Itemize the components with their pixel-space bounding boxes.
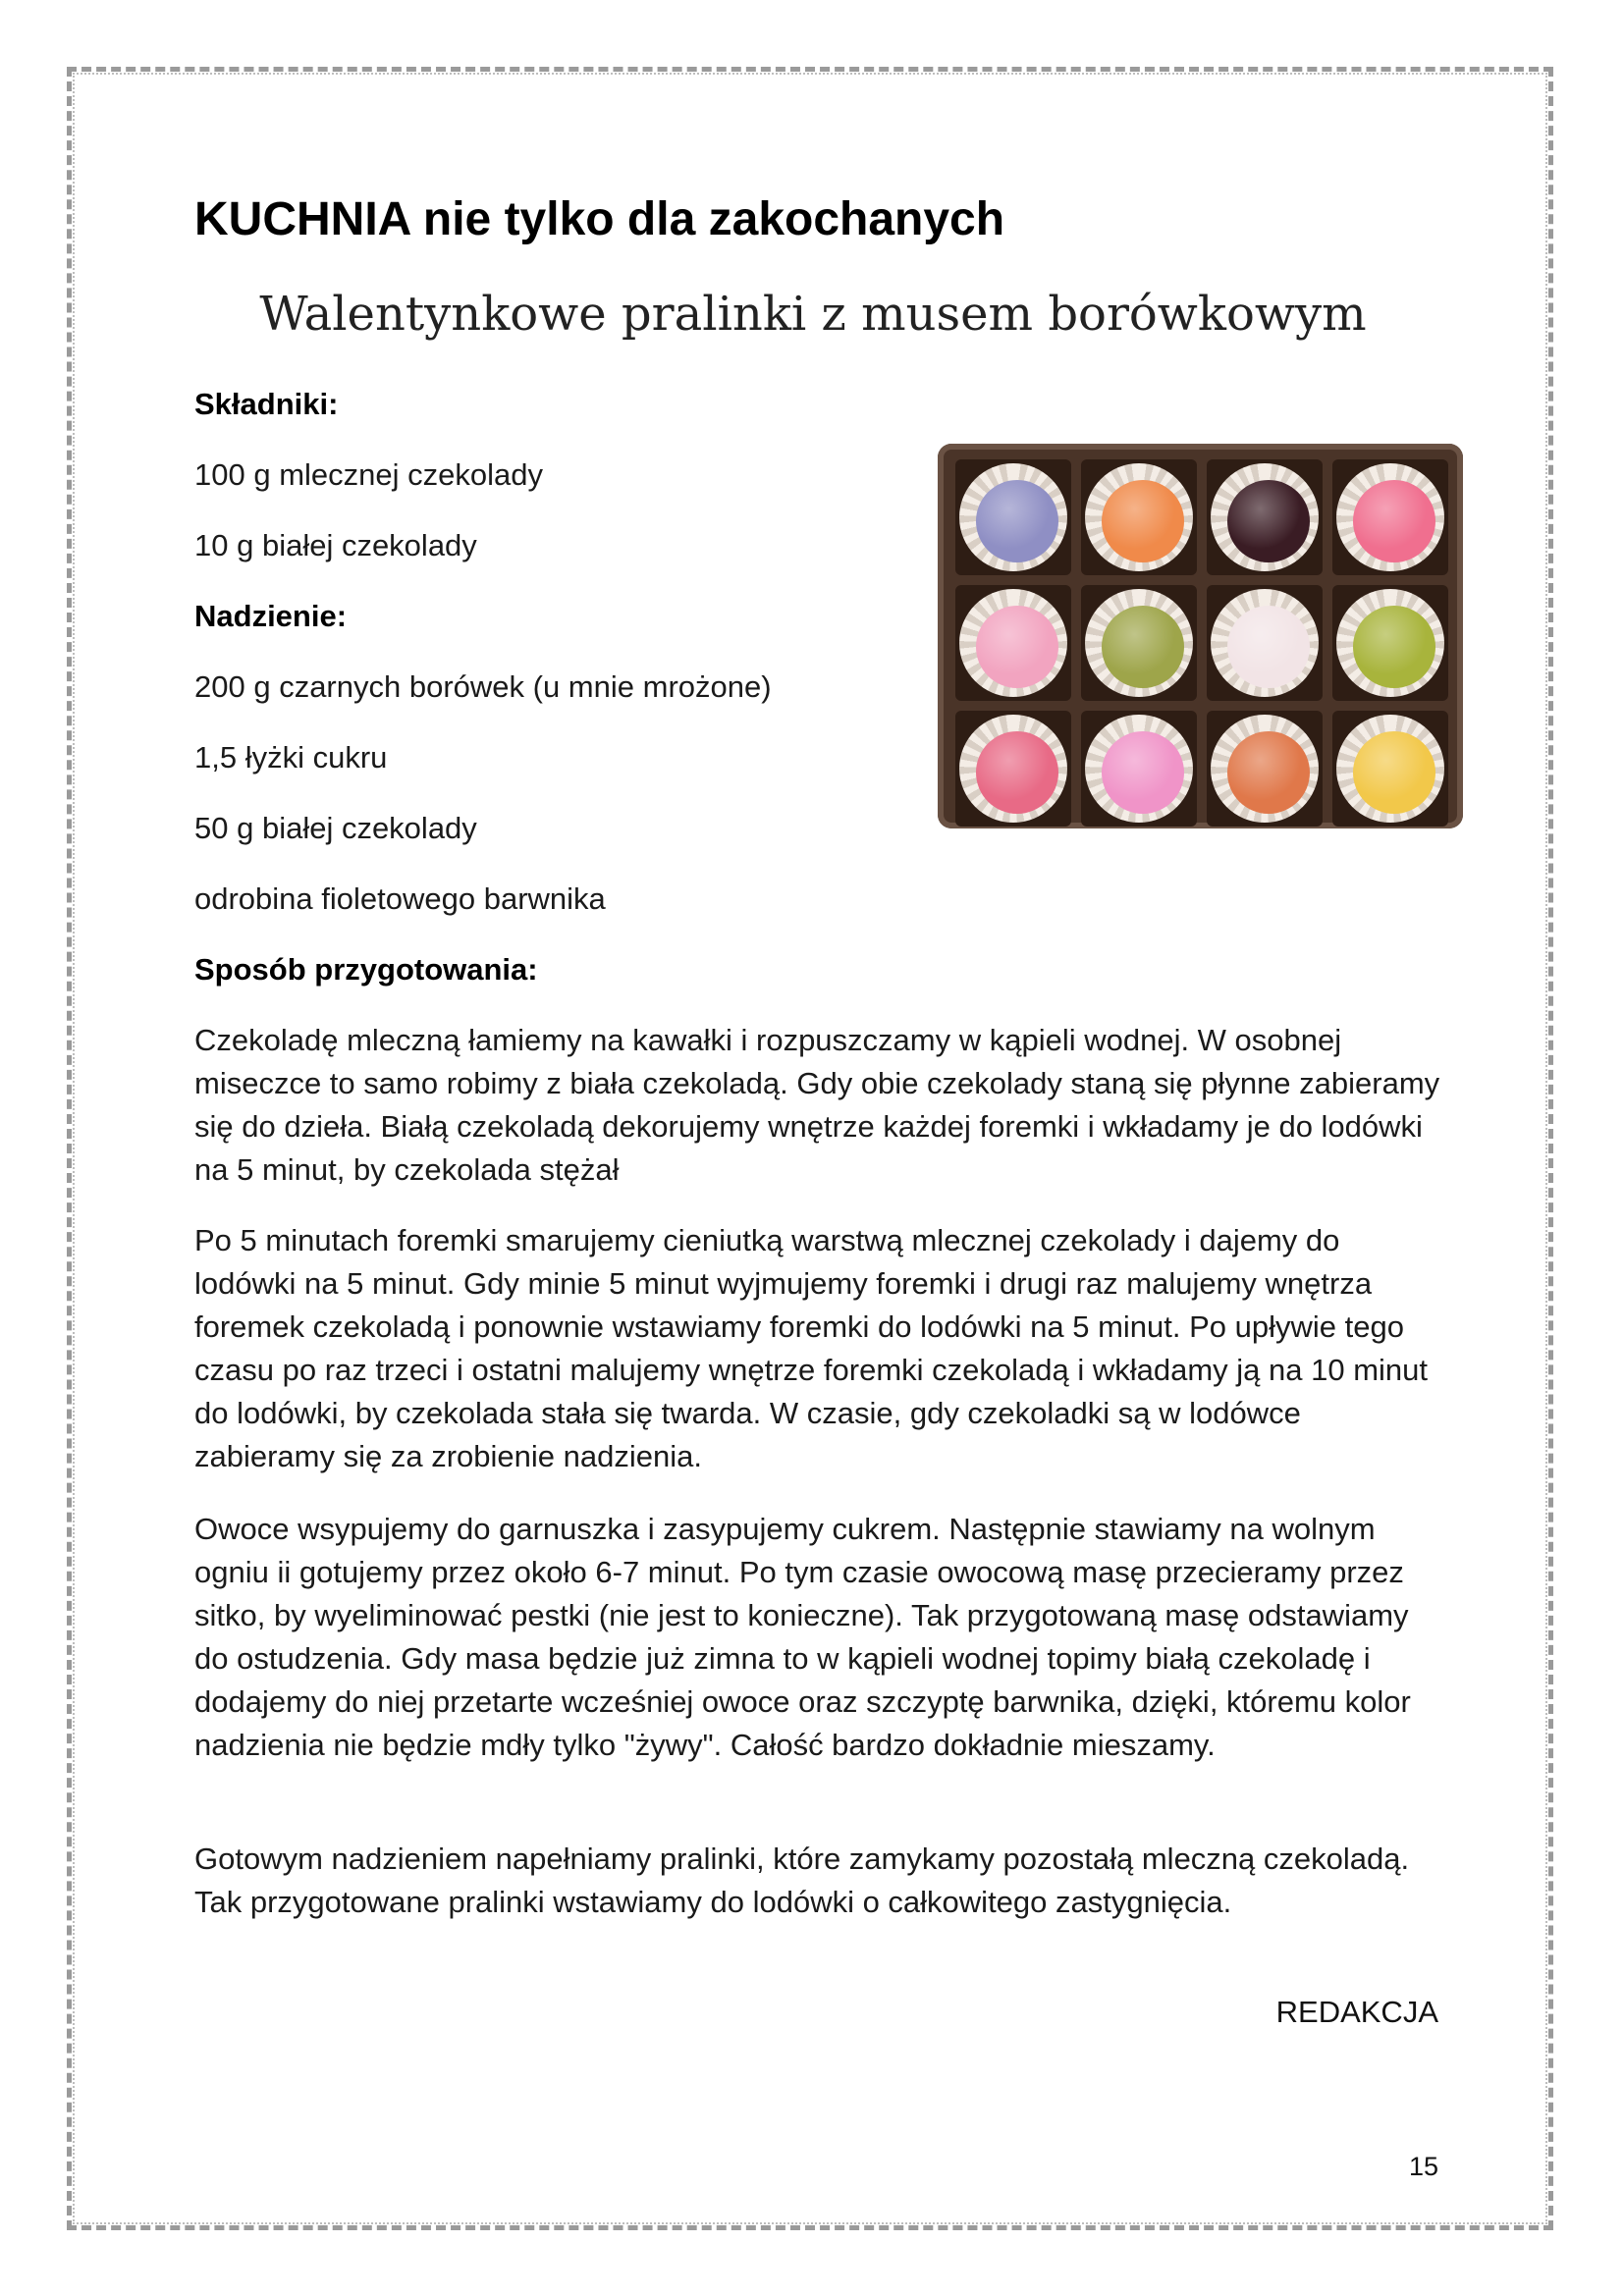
praline-candy xyxy=(1353,606,1435,688)
praline-cup xyxy=(1211,589,1319,697)
praline-cup xyxy=(1085,463,1193,571)
praline-cup xyxy=(1336,589,1444,697)
signature: REDAKCJA xyxy=(1275,1995,1438,2029)
filling-heading: Nadzienie: xyxy=(194,599,348,633)
preparation-paragraph-4: Gotowym nadzieniem napełniamy pralinki, które zamykamy pozostałą mleczną czekoladą. Tak przygotowane pralinki wstawiamy do lodówki o całkowitego zastygnięcia. xyxy=(194,1842,1410,1919)
recipe-title: Walentynkowe pralinki z musem borówkowym xyxy=(259,287,1367,342)
praline-cup xyxy=(959,463,1067,571)
praline-cup xyxy=(1085,589,1193,697)
praline-cup xyxy=(959,715,1067,823)
section-title: KUCHNIA nie tylko dla zakochanych xyxy=(194,193,1005,245)
filling-item: 50 g białej czekolady xyxy=(194,811,477,845)
praline-cell xyxy=(1332,459,1448,575)
praline-cup xyxy=(1085,715,1193,823)
praline-candy xyxy=(1102,731,1184,814)
praline-cell xyxy=(1207,585,1323,701)
chocolate-box-image xyxy=(938,444,1463,828)
filling-item: 1,5 łyżki cukru xyxy=(194,740,388,774)
ingredient-item: 100 g mlecznej czekolady xyxy=(194,457,543,492)
praline-cell xyxy=(1332,711,1448,827)
praline-cell xyxy=(955,459,1071,575)
filling-item: 200 g czarnych borówek (u mnie mrożone) xyxy=(194,669,772,704)
praline-candy xyxy=(1102,606,1184,688)
praline-cell xyxy=(1081,585,1197,701)
praline-candy xyxy=(976,606,1058,688)
praline-candy xyxy=(1102,480,1184,562)
praline-candy xyxy=(976,480,1058,562)
ingredients-heading: Składniki: xyxy=(194,387,339,421)
preparation-paragraph-2: Po 5 minutach foremki smarujemy cieniutką warstwą mlecznej czekolady i dajemy do lodówki na 5 minut. Gdy minie 5 minut wyjmujemy foremki i drugi raz malujemy wnętrza foremek czekoladą i ponownie wstawiamy foremki do lodówki na 5 minut. Po upływie tego czasu po raz trzeci i ostatni malujemy wnętrze foremki czekoladą i wkładamy ją na 10 minut do lodówki, by czekolada stała się twarda. W czasie, gdy czekoladki są w lodówce zabieramy się za zrobienie nadzienia. xyxy=(194,1223,1429,1473)
filling-item: odrobina fioletowego barwnika xyxy=(194,881,606,916)
praline-cell xyxy=(1207,711,1323,827)
page-number: 15 xyxy=(1408,2152,1438,2181)
praline-candy xyxy=(1353,731,1435,814)
praline-cup xyxy=(1336,463,1444,571)
praline-candy xyxy=(976,731,1058,814)
praline-cell xyxy=(1207,459,1323,575)
praline-cell xyxy=(1332,585,1448,701)
preparation-heading: Sposób przygotowania: xyxy=(194,952,538,987)
preparation-paragraph-3: Owoce wsypujemy do garnuszka i zasypujemy cukrem. Następnie stawiamy na wolnym ogniu ii gotujemy przez około 6-7 minut. Po tym czasie owocową masę przecieramy przez sitko, by wyeliminować pestki (nie jest to konieczne). Tak przygotowaną masę odstawiamy do ostudzenia. Gdy masa będzie już zimna to w kąpieli wodnej topimy białą czekoladę i dodajemy do niej przetarte wcześniej owoce oraz szczyptę barwnika, dzięki, któremu kolor nadzienia nie będzie mdły tylko "żywy". Całość bardzo dokładnie mieszamy. xyxy=(194,1512,1411,1762)
praline-cell xyxy=(955,711,1071,827)
praline-candy xyxy=(1227,731,1310,814)
praline-cell xyxy=(1081,459,1197,575)
preparation-paragraph-1: Czekoladę mleczną łamiemy na kawałki i rozpuszczamy w kąpieli wodnej. W osobnej miseczce to samo robimy z biała czekoladą. Gdy obie czekolady staną się płynne zabieramy się do dzieła. Białą czekoladą dekorujemy wnętrze każdej foremki i wkładamy je do lodówki na 5 minut, by czekolada stężał xyxy=(194,1023,1440,1187)
praline-cup xyxy=(1336,715,1444,823)
ingredient-item: 10 g białej czekolady xyxy=(194,528,477,562)
praline-cup xyxy=(1211,463,1319,571)
praline-candy xyxy=(1353,480,1435,562)
praline-candy xyxy=(1227,606,1310,688)
praline-cup xyxy=(959,589,1067,697)
praline-cell xyxy=(1081,711,1197,827)
praline-cell xyxy=(955,585,1071,701)
praline-cup xyxy=(1211,715,1319,823)
praline-candy xyxy=(1227,480,1310,562)
